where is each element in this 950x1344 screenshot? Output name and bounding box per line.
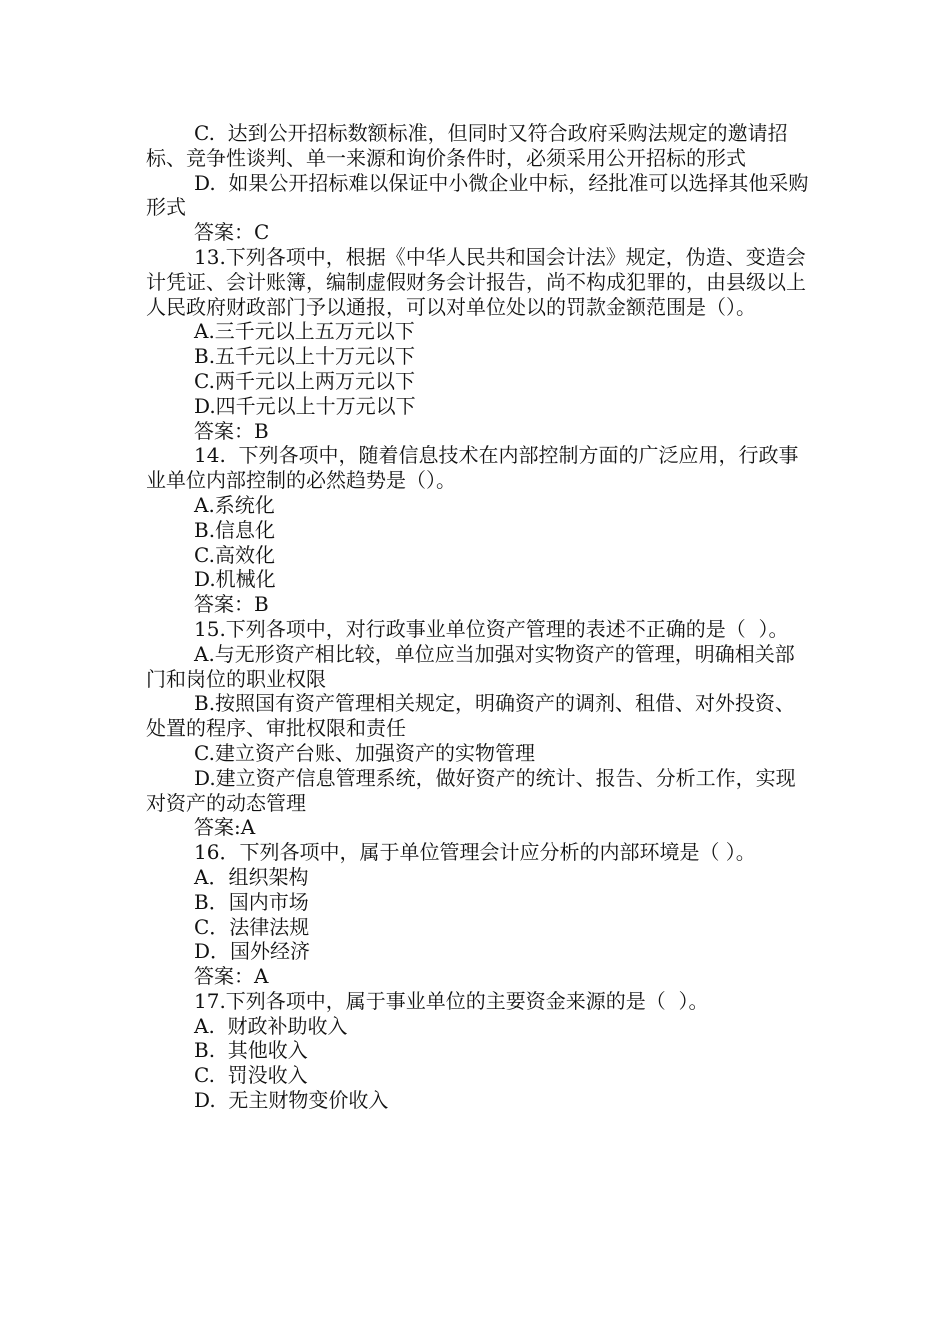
option-d-paragraph: D. 如果公开招标难以保证中小微企业中标，经批准可以选择其他采购形式 [146,170,809,220]
question-13-answer: 答案：B [194,418,269,443]
question-13: 13.下列各项中，根据《中华人民共和国会计法》规定，伪造、变造会计凭证、会计账簿，编制虚假财务会计报告，尚不构成犯罪的，由县级以上人民政府财政部门予以通报，可以对单位处以的罚款金额范围是（）。 [146,244,806,319]
document-body [146,121,810,1113]
question-13-option-c: C.两千元以上两万元以下 [194,368,415,393]
option-c-paragraph: C. 达到公开招标数额标准，但同时又符合政府采购法规定的邀请招标、竞争性谈判、单一来源和询价条件时，必须采用公开招标的形式 [146,121,788,170]
question-16-option-a: A．组织架构 [194,864,309,889]
question-14-answer: 答案：B [194,592,269,617]
question-17-option-a: A. 财政补助收入 [194,1013,348,1038]
question-17: 17.下列各项中，属于事业单位的主要资金来源的是（ ）。 [194,988,709,1013]
question-14-option-a: A.系统化 [194,492,275,517]
question-13-option-a: A.三千元以上五万元以下 [194,319,415,344]
question-15-option-d: D.建立资产信息管理系统，做好资产的统计、报告、分析工作，实现对资产的动态管理 [146,765,796,815]
question-16-option-b: B．国内市场 [194,889,309,914]
question-15: 15.下列各项中，对行政事业单位资产管理的表述不正确的是（ ）。 [194,616,789,641]
question-16-option-d: D．国外经济 [194,939,311,964]
question-13-option-b: B.五千元以上十万元以下 [194,344,416,369]
question-16-answer: 答案：A [194,964,269,989]
question-17-option-d: D. 无主财物变价收入 [194,1088,389,1113]
question-15-option-b: B.按照国有资产管理相关规定，明确资产的调剂、租借、对外投资、处置的程序、审批权限和责任 [146,691,796,741]
question-16-option-c: C．法律法规 [194,914,310,939]
question-14-option-c: C.高效化 [194,542,275,567]
question-17-option-c: C. 罚没收入 [194,1063,308,1088]
answer-line: 答案：C [194,220,270,245]
question-15-answer: 答案:A [194,815,256,840]
question-17-option-b: B. 其他收入 [194,1038,308,1063]
question-15-option-c: C.建立资产台账、加强资产的实物管理 [194,740,535,765]
question-14-option-b: B.信息化 [194,517,276,542]
question-13-option-d: D.四千元以上十万元以下 [194,393,416,418]
question-14: 14. 下列各项中，随着信息技术在内部控制方面的广泛应用，行政事业单位内部控制的必然趋势是（）。 [146,443,799,493]
question-14-option-d: D.机械化 [194,567,276,592]
question-15-option-a: A.与无形资产相比较，单位应当加强对实物资产的管理，明确相关部门和岗位的职业权限 [146,641,795,691]
question-16: 16．下列各项中，属于单位管理会计应分析的内部环境是（ ）。 [194,840,756,865]
